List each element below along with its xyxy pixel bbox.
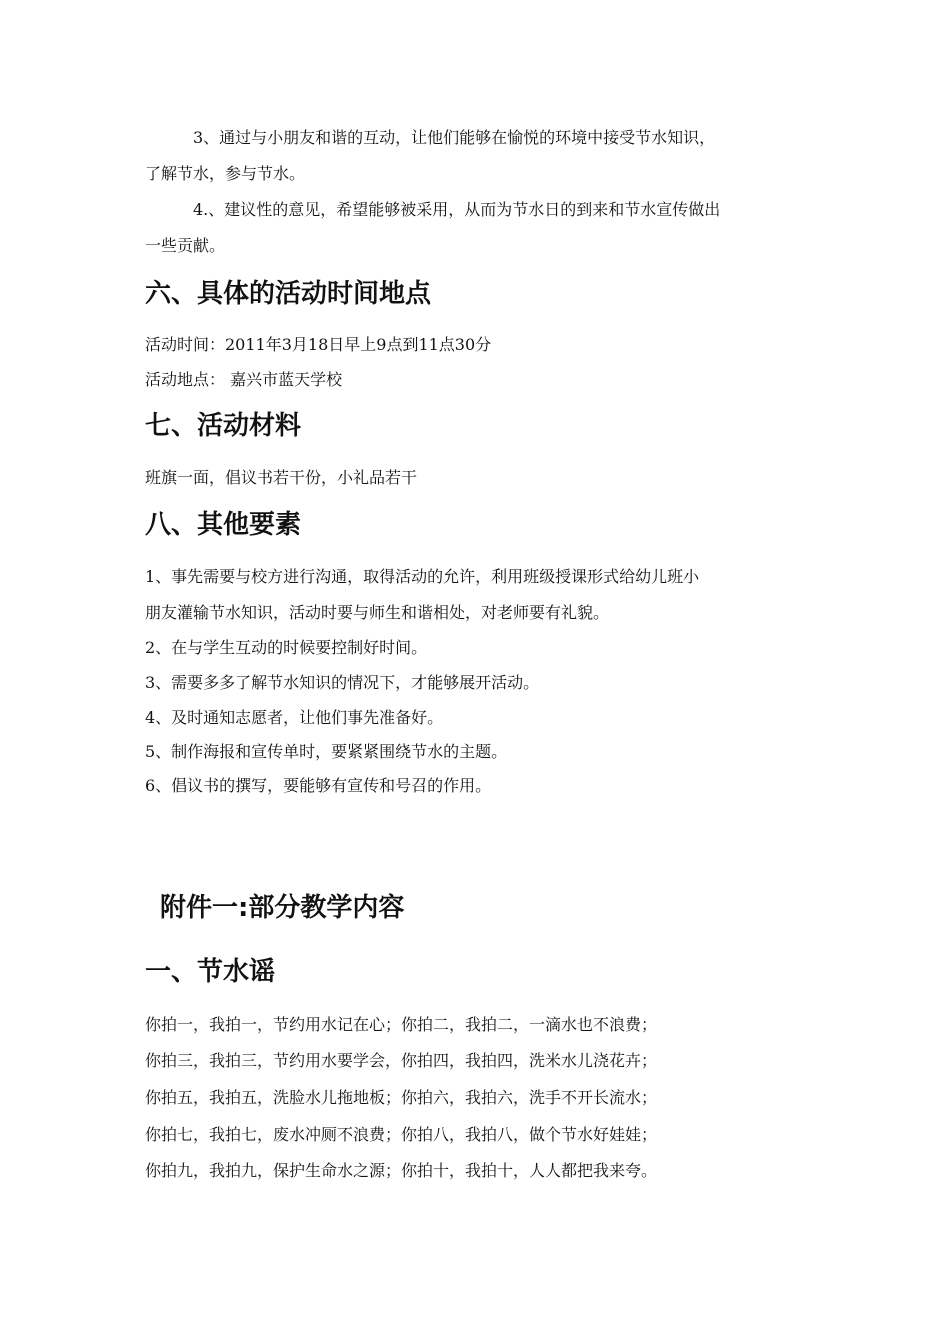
activity-place: 活动地点： 嘉兴市蓝天学校 <box>145 370 343 389</box>
other-item: 4、及时通知志愿者，让他们事先准备好。 <box>145 708 444 727</box>
intro-item-3-line-1: 3、通过与小朋友和谐的互动，让他们能够在愉悦的环境中接受节水知识， <box>193 128 716 147</box>
section-8-heading: 八、其他要素 <box>145 510 302 540</box>
annex-section-heading: 一、节水谣 <box>145 957 276 987</box>
rhyme-line: 你拍七，我拍七，废水冲厕不浪费；你拍八，我拍八，做个节水好娃娃； <box>145 1125 658 1144</box>
intro-item-4-line-2: 一些贡献。 <box>145 236 226 255</box>
rhyme-line: 你拍一，我拍一，节约用水记在心；你拍二，我拍二，一滴水也不浪费； <box>145 1015 658 1034</box>
rhyme-line: 你拍三，我拍三，节约用水要学会，你拍四，我拍四，洗米水儿浇花卉； <box>145 1051 658 1070</box>
rhyme-line: 你拍五，我拍五，洗脸水儿拖地板；你拍六，我拍六，洗手不开长流水； <box>145 1088 658 1107</box>
activity-materials: 班旗一面，倡议书若干份，小礼品若干 <box>145 468 418 487</box>
activity-time: 活动时间：2011年3月18日早上9点到11点30分 <box>145 335 492 354</box>
other-item: 1、事先需要与校方进行沟通，取得活动的允许，利用班级授课形式给幼儿班小 <box>145 567 700 586</box>
other-item: 3、需要多多了解节水知识的情况下，才能够展开活动。 <box>145 673 540 692</box>
other-item: 朋友灌输节水知识，活动时要与师生和谐相处，对老师要有礼貌。 <box>145 603 610 622</box>
other-item: 2、在与学生互动的时候要控制好时间。 <box>145 638 428 657</box>
intro-item-3-line-2: 了解节水，参与节水。 <box>145 164 306 183</box>
rhyme-line: 你拍九，我拍九，保护生命水之源；你拍十，我拍十，人人都把我来夸。 <box>145 1161 658 1180</box>
other-item: 6、倡议书的撰写，要能够有宣传和号召的作用。 <box>145 776 492 795</box>
annex-title: 附件一:部分教学内容 <box>160 893 405 923</box>
intro-item-4-line-1: 4.、建议性的意见，希望能够被采用，从而为节水日的到来和节水宣传做出 <box>193 200 721 219</box>
other-item: 5、制作海报和宣传单时，要紧紧围绕节水的主题。 <box>145 742 508 761</box>
section-6-heading: 六、具体的活动时间地点 <box>145 279 432 309</box>
section-7-heading: 七、活动材料 <box>145 411 302 441</box>
